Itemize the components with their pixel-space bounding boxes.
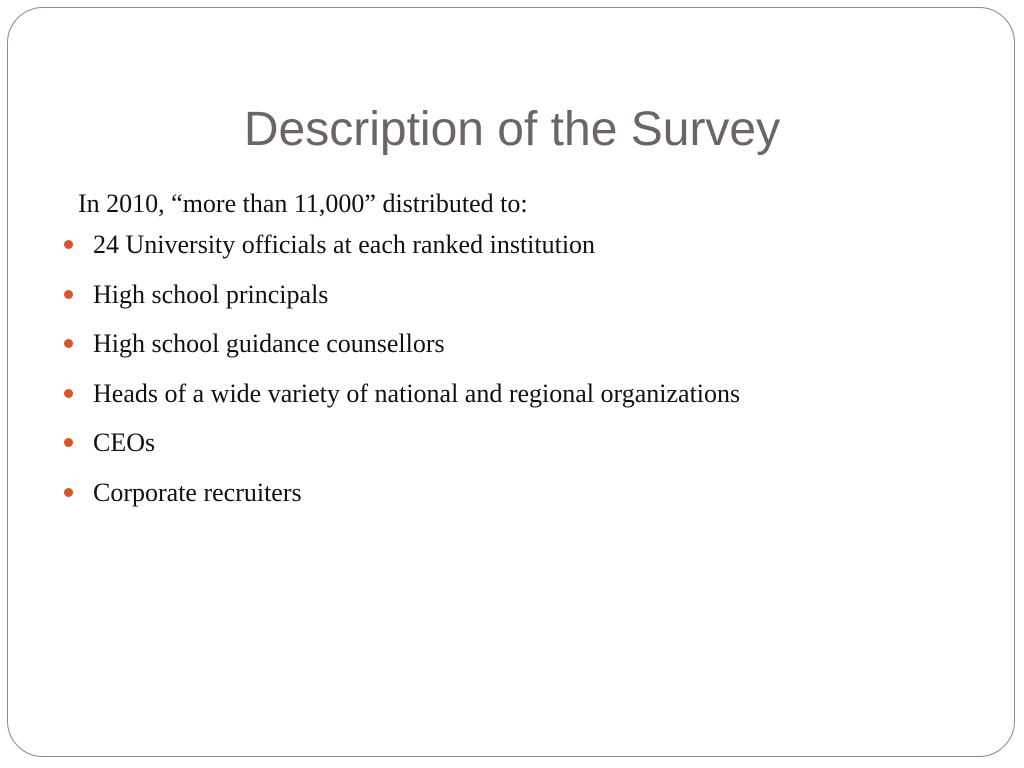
bullet-dot-icon <box>64 389 73 398</box>
intro-text: In 2010, “more than 11,000” distributed to: <box>78 189 528 218</box>
bullet-text: CEOs <box>93 428 156 458</box>
bullet-dot-icon <box>64 290 73 299</box>
bullet-text: Heads of a wide variety of national and regional organizations <box>93 378 741 408</box>
bullet-text: Corporate recruiters <box>93 477 302 507</box>
bullet-text: High school principals <box>93 279 329 309</box>
bullet-dot-icon <box>64 240 73 249</box>
slide-title: Description of the Survey <box>243 103 781 156</box>
bullet-text: 24 University officials at each ranked institution <box>93 230 596 259</box>
bullet-text: High school guidance counsellors <box>93 329 445 359</box>
bullet-dot-icon <box>64 488 73 497</box>
